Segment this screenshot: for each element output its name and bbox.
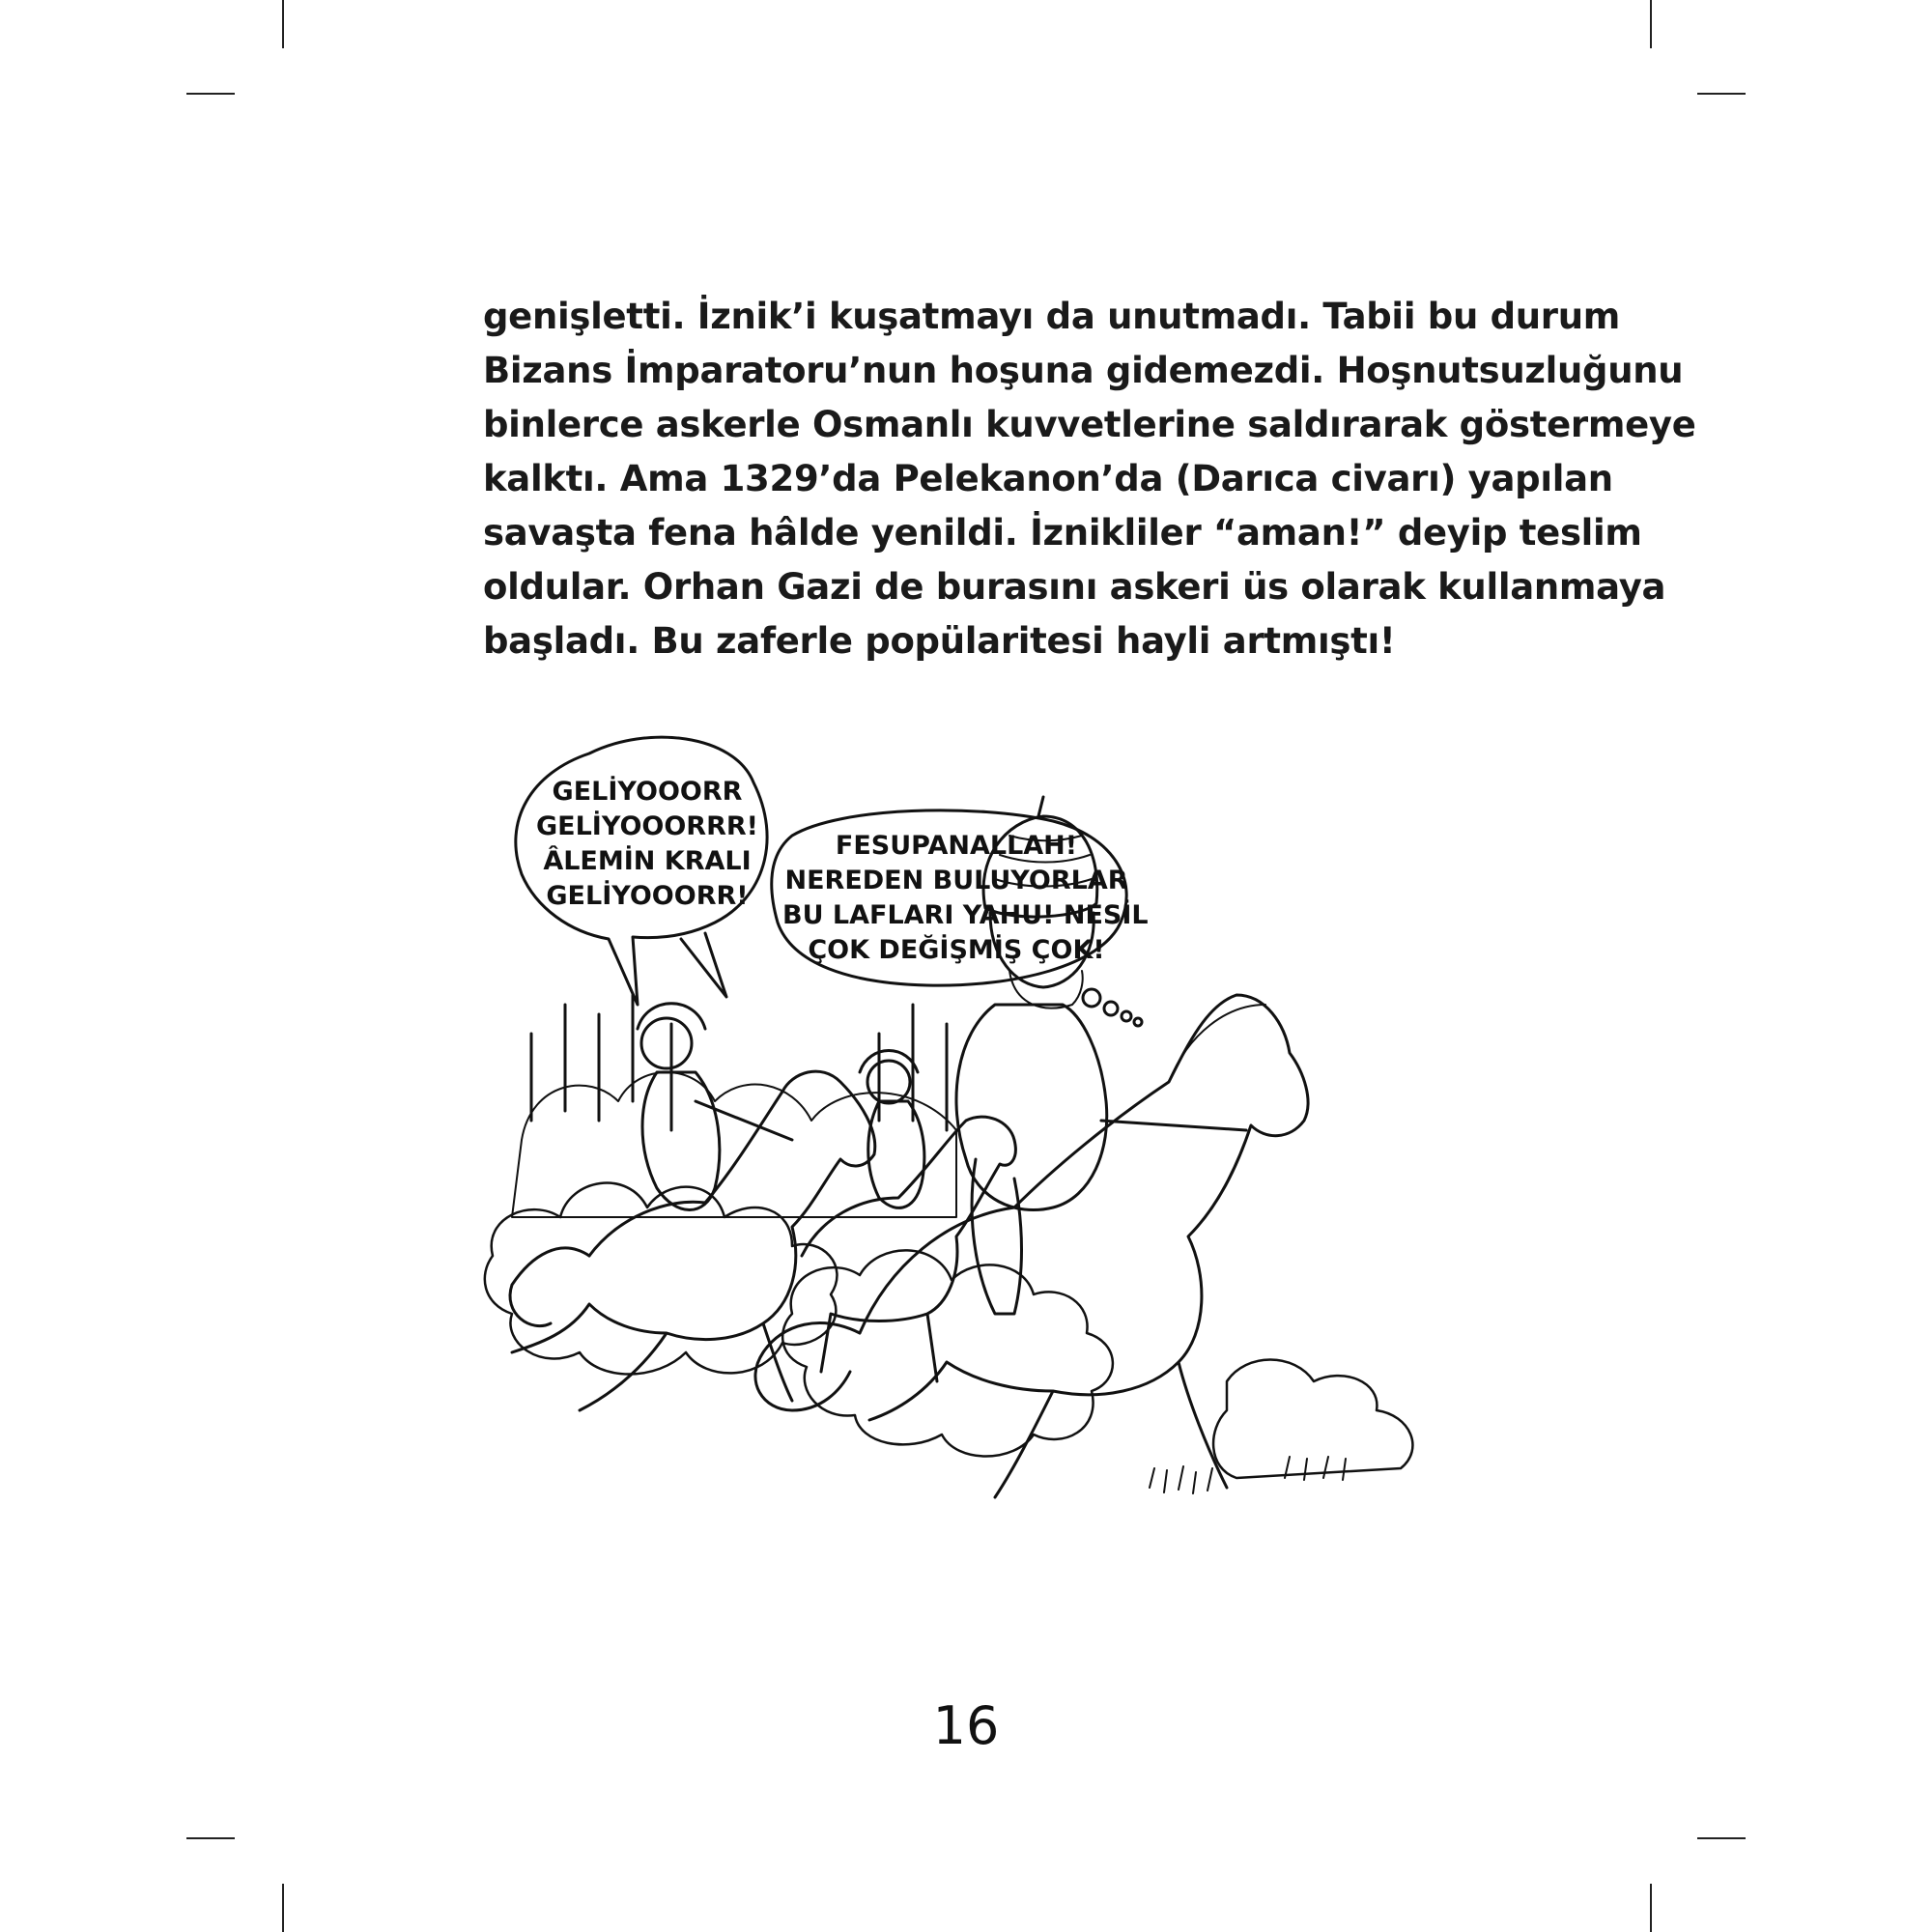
paragraph-line: binlerce askerle Osmanlı kuvvetlerine saldırarak göstermeye	[483, 404, 1696, 445]
paragraph-line: başladı. Bu zaferle popülaritesi hayli artmıştı!	[483, 620, 1396, 662]
crop-mark	[186, 1837, 235, 1839]
crop-mark	[1650, 1884, 1652, 1932]
paragraph-line: savaşta fena hâlde yenildi. İznikliler “aman!” deyip teslim	[483, 512, 1642, 554]
speech-bubble-line: GELİYOOORR!	[546, 881, 749, 911]
thought-bubble-line: NEREDEN BULUYORLAR	[784, 866, 1128, 895]
speech-bubble-line: GELİYOOORRR!	[536, 811, 758, 841]
thought-bubble-line: FESUPANALLAH!	[835, 831, 1078, 861]
cartoon-illustration	[473, 715, 1459, 1526]
page-number: 16	[932, 1695, 1000, 1756]
middle-horse	[802, 1117, 1015, 1381]
body-paragraph	[483, 290, 1696, 668]
thought-bubble-line: BU LAFLARI YAHU! NESİL	[782, 900, 1149, 930]
crop-mark	[1697, 1837, 1746, 1839]
speech-bubble-line: GELİYOOORR	[552, 777, 743, 807]
crop-mark	[282, 0, 284, 48]
paragraph-line: Bizans İmparatoru’nun hoşuna gidemezdi. Hoşnutsuzluğunu	[483, 350, 1684, 391]
crop-mark	[1697, 93, 1746, 95]
speech-bubble-text	[522, 775, 773, 914]
thought-bubble-line: ÇOK DEĞİŞMİŞ ÇOK!	[808, 935, 1105, 965]
paragraph-line: genişletti. İznik’i kuşatmayı da unutmadı. Tabii bu durum	[483, 296, 1621, 337]
crop-mark	[186, 93, 235, 95]
main-horse	[860, 995, 1308, 1497]
crop-mark	[282, 1884, 284, 1932]
speech-bubble-line: ÂLEMİN KRALI	[543, 846, 752, 876]
thought-bubble-text	[782, 829, 1149, 968]
paragraph-line: kalktı. Ama 1329’da Pelekanon’da (Darıca civarı) yapılan	[483, 458, 1613, 499]
main-rider-body	[956, 1005, 1107, 1210]
crop-mark	[1650, 0, 1652, 48]
left-rider-head	[641, 1018, 692, 1068]
paragraph-line: oldular. Orhan Gazi de burasını askeri üs olarak kullanmaya	[483, 566, 1666, 608]
middle-rider-head	[867, 1061, 910, 1103]
